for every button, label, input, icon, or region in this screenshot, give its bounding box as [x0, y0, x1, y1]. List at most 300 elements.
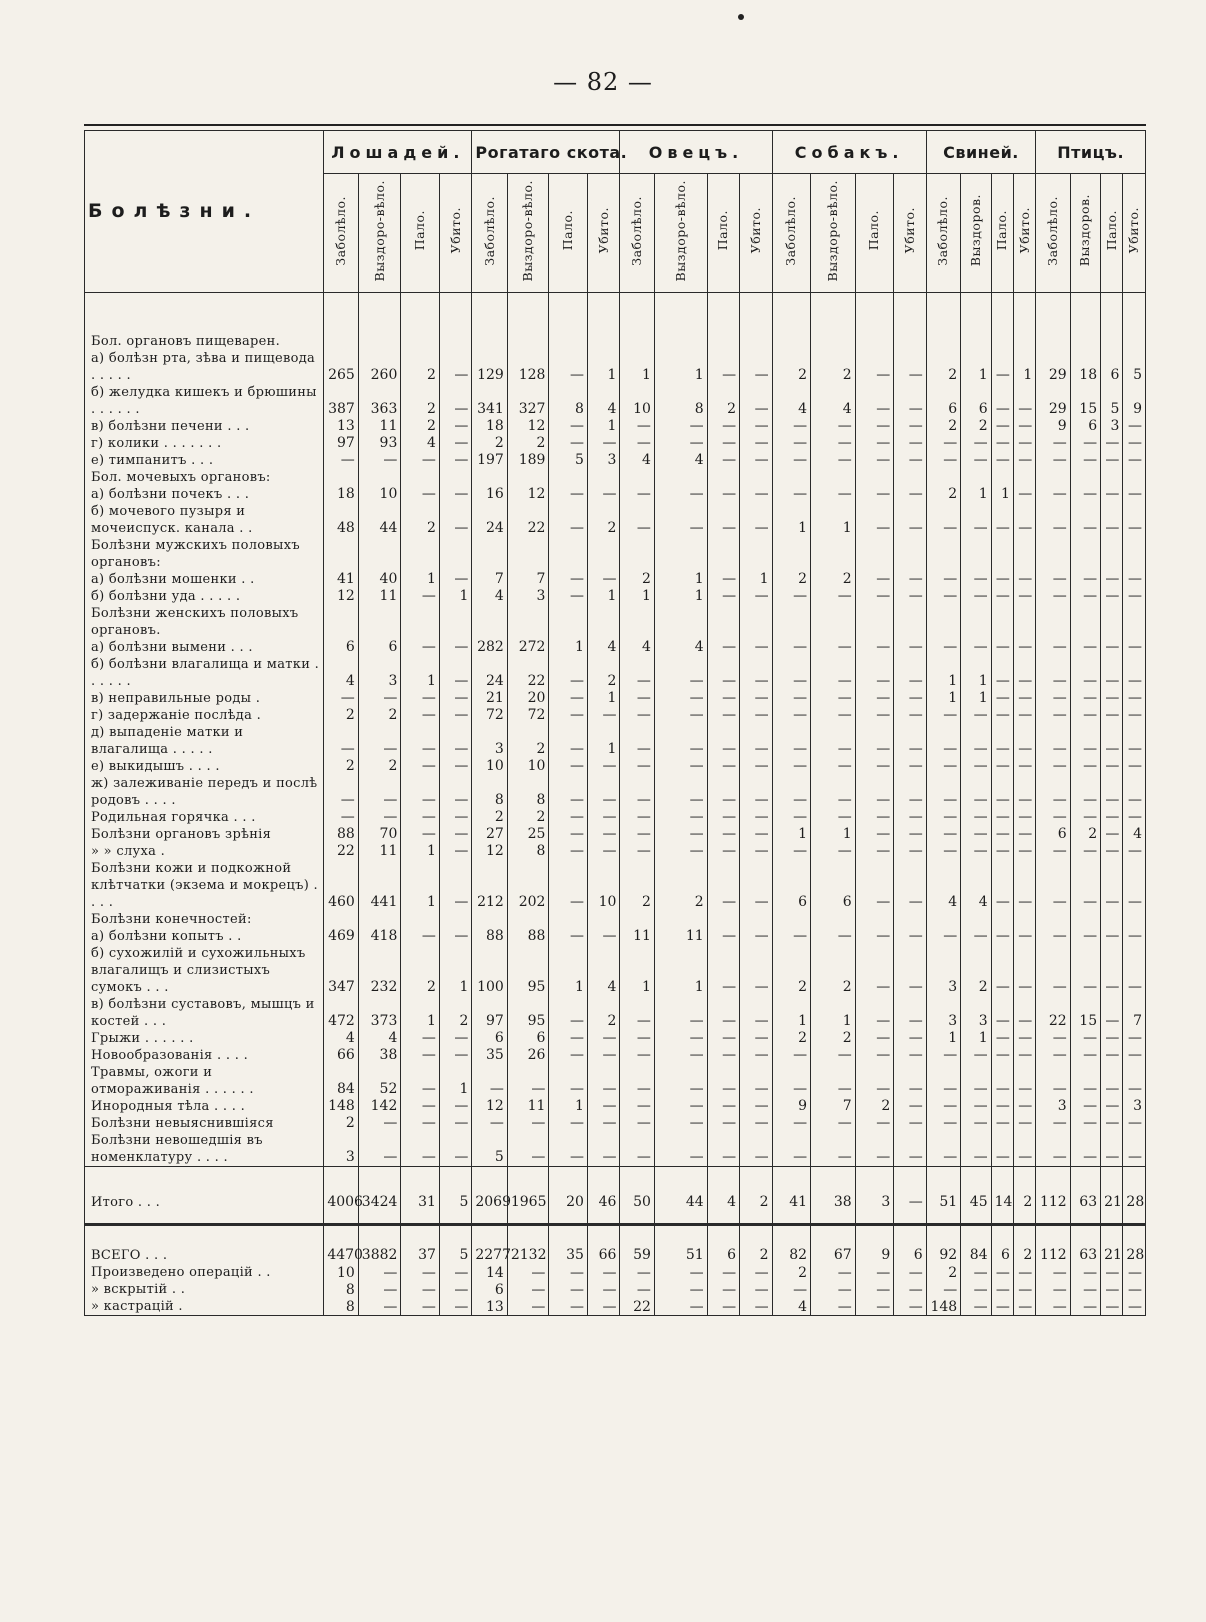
table-cell: — — [740, 452, 772, 469]
table-cell — [707, 333, 739, 350]
table-cell: 10 — [507, 758, 549, 775]
table-cell: — — [1013, 860, 1035, 911]
table-cell: — — [358, 1115, 401, 1132]
table-cell: — — [961, 1047, 991, 1064]
table-cell: 1 — [740, 571, 772, 588]
table-cell: — — [620, 1064, 654, 1098]
table-cell: — — [991, 996, 1013, 1030]
table-cell: — — [855, 690, 894, 707]
table-cell: — — [855, 435, 894, 452]
table-cell: — — [855, 809, 894, 826]
table-cell: 18 — [472, 418, 507, 435]
table-cell: 1 — [991, 486, 1013, 503]
table-cell: 66 — [324, 1047, 358, 1064]
table-cell: — — [740, 1098, 772, 1115]
table-cell: — — [740, 1064, 772, 1098]
table-cell — [587, 537, 619, 571]
table-cell: — — [772, 452, 811, 469]
table-cell: — — [549, 707, 588, 724]
table-cell: 4 — [772, 384, 811, 418]
table-cell: 51 — [654, 1225, 707, 1265]
table-cell: — — [324, 452, 358, 469]
subheader-cell — [654, 174, 707, 293]
table-cell: — — [1013, 435, 1035, 452]
table-cell: 2 — [401, 945, 440, 996]
subheader-cell — [707, 174, 739, 293]
subheader-label: Убито. — [901, 207, 917, 254]
table-cell: — — [772, 1115, 811, 1132]
table-cell — [855, 333, 894, 350]
table-cell — [439, 469, 471, 486]
table-cell: 1 — [926, 656, 960, 690]
table-cell: — — [1123, 452, 1146, 469]
table-cell: — — [811, 690, 856, 707]
table-row — [85, 928, 1146, 945]
table-cell: — — [1036, 588, 1070, 605]
table-cell: — — [439, 1298, 471, 1316]
table-cell: — — [991, 1298, 1013, 1316]
table-cell: — — [707, 435, 739, 452]
row-label: б) болѣзни уда . . . . . — [85, 588, 324, 605]
table-cell: 2132 — [507, 1225, 549, 1265]
table-cell: 1 — [811, 826, 856, 843]
table-cell: — — [961, 588, 991, 605]
empty-cell — [961, 293, 991, 334]
table-cell: 1 — [961, 690, 991, 707]
table-cell: 2 — [507, 809, 549, 826]
table-cell: — — [549, 571, 588, 588]
table-cell: — — [894, 1098, 926, 1115]
table-cell: — — [991, 690, 1013, 707]
table-cell: 21 — [1101, 1225, 1123, 1265]
row-label: Инородныя тѣла . . . . — [85, 1098, 324, 1115]
table-cell: 22 — [507, 656, 549, 690]
table-cell: — — [1036, 690, 1070, 707]
table-cell: — — [926, 826, 960, 843]
table-cell: — — [991, 775, 1013, 809]
table-cell — [855, 469, 894, 486]
table-cell: — — [855, 775, 894, 809]
table-cell: — — [1013, 945, 1035, 996]
row-label: » кастрацій . — [85, 1298, 324, 1316]
table-cell: 6 — [472, 1281, 507, 1298]
table-cell: 2 — [472, 809, 507, 826]
table-cell: 2 — [1070, 826, 1100, 843]
table-cell: — — [620, 1098, 654, 1115]
table-cell: — — [772, 843, 811, 860]
subheader-cell — [1036, 174, 1070, 293]
row-label: Родильная горячка . . . — [85, 809, 324, 826]
table-cell: — — [961, 503, 991, 537]
table-cell: 1 — [587, 418, 619, 435]
table-cell: 11 — [507, 1098, 549, 1115]
table-cell: 1 — [811, 996, 856, 1030]
table-cell: — — [1101, 996, 1123, 1030]
table-cell: — — [707, 588, 739, 605]
table-cell: — — [439, 843, 471, 860]
row-label: ж) залеживаніе передъ и послѣ родовъ . . . . — [85, 775, 324, 809]
table-cell — [1070, 469, 1100, 486]
table-cell: — — [961, 826, 991, 843]
table-cell: 13 — [324, 418, 358, 435]
table-cell — [707, 537, 739, 571]
subheader-cell — [507, 174, 549, 293]
table-row — [85, 809, 1146, 826]
table-cell: — — [894, 724, 926, 758]
table-cell: — — [358, 1281, 401, 1298]
table-row — [85, 503, 1146, 537]
table-cell: — — [587, 928, 619, 945]
row-label: Болѣзни невошедшія въ номенклатуру . . . . — [85, 1132, 324, 1167]
table-cell: — — [707, 1298, 739, 1316]
table-cell: — — [707, 571, 739, 588]
table-cell: — — [894, 928, 926, 945]
table-cell — [324, 605, 358, 639]
table-cell — [507, 605, 549, 639]
table-cell: — — [1123, 707, 1146, 724]
table-cell: 18 — [324, 486, 358, 503]
table-cell: — — [894, 707, 926, 724]
table-cell — [472, 537, 507, 571]
empty-cell — [811, 293, 856, 334]
table-cell: — — [1036, 843, 1070, 860]
table-cell — [926, 537, 960, 571]
table-cell: — — [1123, 1132, 1146, 1167]
subheader-label: Выздоро-вѣло. — [672, 179, 688, 282]
table-cell: 2 — [507, 435, 549, 452]
table-cell: 44 — [358, 503, 401, 537]
table-cell: — — [772, 1132, 811, 1167]
table-cell: 3 — [358, 656, 401, 690]
table-cell: 4 — [587, 384, 619, 418]
table-cell: — — [740, 1030, 772, 1047]
table-cell: — — [620, 1030, 654, 1047]
table-cell: — — [961, 639, 991, 656]
table-cell: 112 — [1036, 1225, 1070, 1265]
table-cell: 5 — [549, 452, 588, 469]
group-cattle: Рогатаго скота. — [472, 131, 620, 174]
table-cell: — — [1123, 1298, 1146, 1316]
table-cell: 6 — [1101, 350, 1123, 384]
row-label: а) болѣзни копытъ . . — [85, 928, 324, 945]
empty-cell — [961, 1211, 991, 1225]
table-cell — [1070, 605, 1100, 639]
table-cell: — — [811, 775, 856, 809]
table-cell: — — [1070, 435, 1100, 452]
subheader-cell — [620, 174, 654, 293]
table-cell: — — [707, 350, 739, 384]
table-cell: 84 — [961, 1225, 991, 1265]
row-label: Итого . . . — [85, 1167, 324, 1212]
table-cell: 2 — [324, 758, 358, 775]
table-cell — [654, 469, 707, 486]
table-cell: — — [1013, 724, 1035, 758]
table-cell: 2 — [401, 418, 440, 435]
table-cell: — — [549, 928, 588, 945]
table-cell — [1036, 537, 1070, 571]
table-cell: — — [707, 1132, 739, 1167]
table-cell: — — [439, 1115, 471, 1132]
table-cell: 24 — [472, 656, 507, 690]
subheader-cell — [1101, 174, 1123, 293]
table-cell: — — [894, 639, 926, 656]
table-cell: 4 — [961, 860, 991, 911]
table-cell: 2 — [472, 435, 507, 452]
table-cell — [926, 911, 960, 928]
empty-cell — [472, 293, 507, 334]
table-cell: — — [894, 571, 926, 588]
empty-cell — [740, 293, 772, 334]
table-cell: — — [587, 571, 619, 588]
table-cell — [401, 333, 440, 350]
table-cell: — — [620, 996, 654, 1030]
empty-cell — [926, 293, 960, 334]
table-cell: — — [1070, 639, 1100, 656]
table-cell: — — [740, 486, 772, 503]
table-cell: 189 — [507, 452, 549, 469]
table-cell: — — [1070, 690, 1100, 707]
table-cell: — — [1013, 775, 1035, 809]
table-cell: — — [1013, 452, 1035, 469]
table-cell: — — [439, 809, 471, 826]
table-cell: — — [439, 1132, 471, 1167]
empty-cell — [855, 293, 894, 334]
table-cell: — — [587, 1115, 619, 1132]
subheader-cell — [587, 174, 619, 293]
table-row — [85, 775, 1146, 809]
table-cell — [772, 469, 811, 486]
table-cell — [1013, 469, 1035, 486]
table-cell: — — [1123, 945, 1146, 996]
table-cell — [1101, 469, 1123, 486]
table-cell: 10 — [587, 860, 619, 911]
subheader-cell — [1070, 174, 1100, 293]
table-cell: 8 — [324, 1298, 358, 1316]
row-label: е) тимпанитъ . . . — [85, 452, 324, 469]
table-cell: — — [1036, 1115, 1070, 1132]
table-cell: — — [855, 1281, 894, 1298]
table-cell: — — [1123, 1047, 1146, 1064]
table-cell: — — [587, 826, 619, 843]
table-cell: — — [1013, 588, 1035, 605]
spacer-row — [85, 1211, 1146, 1225]
table-cell: 6 — [1036, 826, 1070, 843]
table-cell: — — [894, 656, 926, 690]
table-cell — [401, 469, 440, 486]
table-cell: — — [961, 928, 991, 945]
table-cell: — — [740, 588, 772, 605]
empty-cell — [1013, 1211, 1035, 1225]
table-cell: — — [358, 1264, 401, 1281]
section-heading: Болѣзни женскихъ половыхъ органовъ. — [85, 605, 324, 639]
table-cell: — — [1013, 996, 1035, 1030]
table-cell: — — [926, 639, 960, 656]
table-cell: 7 — [811, 1098, 856, 1115]
section-heading: Болѣзни мужскихъ половыхъ органовъ: — [85, 537, 324, 571]
table-cell — [472, 605, 507, 639]
table-row — [85, 1047, 1146, 1064]
table-cell: — — [1101, 1281, 1123, 1298]
table-cell: — — [1036, 1047, 1070, 1064]
table-cell: — — [1013, 758, 1035, 775]
table-cell: 4 — [472, 588, 507, 605]
table-cell — [961, 537, 991, 571]
table-cell: — — [707, 639, 739, 656]
table-cell: — — [772, 928, 811, 945]
table-cell: — — [926, 1281, 960, 1298]
table-cell: — — [707, 1281, 739, 1298]
table-cell — [472, 469, 507, 486]
table-row — [85, 860, 1146, 911]
table-cell: — — [740, 996, 772, 1030]
table-cell: — — [811, 843, 856, 860]
empty-cell — [85, 1211, 324, 1225]
subheader-label: Заболѣло. — [1044, 195, 1060, 266]
table-cell: — — [855, 707, 894, 724]
empty-cell — [1013, 293, 1035, 334]
table-cell: — — [1036, 775, 1070, 809]
table-cell — [772, 537, 811, 571]
empty-cell — [894, 293, 926, 334]
table-cell: — — [401, 775, 440, 809]
table-cell: — — [1101, 639, 1123, 656]
table-cell: — — [1101, 928, 1123, 945]
table-cell: 2 — [358, 707, 401, 724]
table-cell: — — [991, 350, 1013, 384]
table-cell: — — [1013, 843, 1035, 860]
table-cell — [401, 605, 440, 639]
table-cell: — — [654, 724, 707, 758]
table-cell: 1 — [587, 724, 619, 758]
table-cell: — — [855, 843, 894, 860]
table-cell: — — [1123, 860, 1146, 911]
table-cell: — — [1036, 945, 1070, 996]
table-cell — [472, 911, 507, 928]
table-cell: — — [439, 1281, 471, 1298]
table-cell: — — [894, 826, 926, 843]
table-cell: 5 — [439, 1225, 471, 1265]
table-cell: — — [740, 656, 772, 690]
table-cell: 41 — [772, 1167, 811, 1212]
table-cell: — — [991, 452, 1013, 469]
table-cell: 2 — [961, 945, 991, 996]
table-cell: 1 — [926, 1030, 960, 1047]
table-cell: — — [324, 809, 358, 826]
section-heading: Бол. органовъ пищеварен. — [85, 333, 324, 350]
table-cell: — — [811, 1132, 856, 1167]
table-cell — [507, 537, 549, 571]
row-label: Новообразованія . . . . — [85, 1047, 324, 1064]
table-cell: — — [472, 1064, 507, 1098]
table-cell: — — [1123, 418, 1146, 435]
table-cell: — — [740, 690, 772, 707]
table-cell: — — [654, 809, 707, 826]
table-cell: — — [855, 1298, 894, 1316]
table-cell: 4 — [401, 435, 440, 452]
table-cell: — — [358, 809, 401, 826]
table-cell: — — [358, 452, 401, 469]
page-number: — 82 — — [553, 68, 653, 96]
table-cell: — — [991, 826, 1013, 843]
row-label: г) задержаніе послѣда . — [85, 707, 324, 724]
empty-cell — [811, 1211, 856, 1225]
table-cell: — — [654, 843, 707, 860]
table-cell: — — [894, 1264, 926, 1281]
table-cell — [1013, 911, 1035, 928]
table-cell: — — [620, 826, 654, 843]
table-cell: 232 — [358, 945, 401, 996]
table-cell: — — [654, 1281, 707, 1298]
table-cell: — — [894, 758, 926, 775]
table-cell: 11 — [620, 928, 654, 945]
subheader-cell — [439, 174, 471, 293]
table-cell: — — [991, 843, 1013, 860]
table-cell: 3 — [587, 452, 619, 469]
table-cell: — — [654, 1030, 707, 1047]
table-cell: — — [549, 860, 588, 911]
table-cell: — — [439, 775, 471, 809]
table-cell: — — [707, 860, 739, 911]
table-cell: — — [707, 707, 739, 724]
row-label: Произведено операцій . . — [85, 1264, 324, 1281]
table-cell — [772, 605, 811, 639]
table-cell — [401, 537, 440, 571]
table-cell: 4 — [707, 1167, 739, 1212]
table-cell: — — [707, 1030, 739, 1047]
table-cell — [961, 605, 991, 639]
table-cell: — — [855, 486, 894, 503]
table-cell: 10 — [620, 384, 654, 418]
table-cell: — — [926, 588, 960, 605]
table-cell: — — [811, 639, 856, 656]
subheader-label: Пало. — [560, 210, 576, 251]
table-cell: 2 — [740, 1167, 772, 1212]
table-cell: — — [991, 1064, 1013, 1098]
table-cell: — — [549, 1264, 588, 1281]
table-cell: — — [707, 418, 739, 435]
table-cell: — — [894, 843, 926, 860]
table-cell: 4 — [587, 945, 619, 996]
table-cell: — — [1036, 1298, 1070, 1316]
table-cell: — — [439, 435, 471, 452]
table-cell: — — [894, 435, 926, 452]
table-cell: — — [439, 928, 471, 945]
table-cell: 12 — [507, 486, 549, 503]
table-cell: 2 — [587, 503, 619, 537]
empty-cell — [1036, 293, 1070, 334]
table-cell — [439, 605, 471, 639]
table-cell: — — [507, 1115, 549, 1132]
table-cell: — — [772, 1281, 811, 1298]
table-cell — [358, 911, 401, 928]
table-cell: 3 — [472, 724, 507, 758]
table-cell: — — [1036, 503, 1070, 537]
table-cell — [472, 333, 507, 350]
table-row — [85, 486, 1146, 503]
table-cell: — — [991, 860, 1013, 911]
table-cell: — — [894, 860, 926, 911]
group-header-row — [85, 131, 1146, 174]
row-label: Грыжи . . . . . . — [85, 1030, 324, 1047]
table-cell: — — [811, 809, 856, 826]
table-cell: — — [707, 1047, 739, 1064]
table-cell: 3 — [926, 945, 960, 996]
table-cell: 4 — [620, 639, 654, 656]
table-cell: — — [811, 1064, 856, 1098]
table-cell: 22 — [324, 843, 358, 860]
table-cell: 1 — [439, 945, 471, 996]
table-cell: — — [654, 1132, 707, 1167]
